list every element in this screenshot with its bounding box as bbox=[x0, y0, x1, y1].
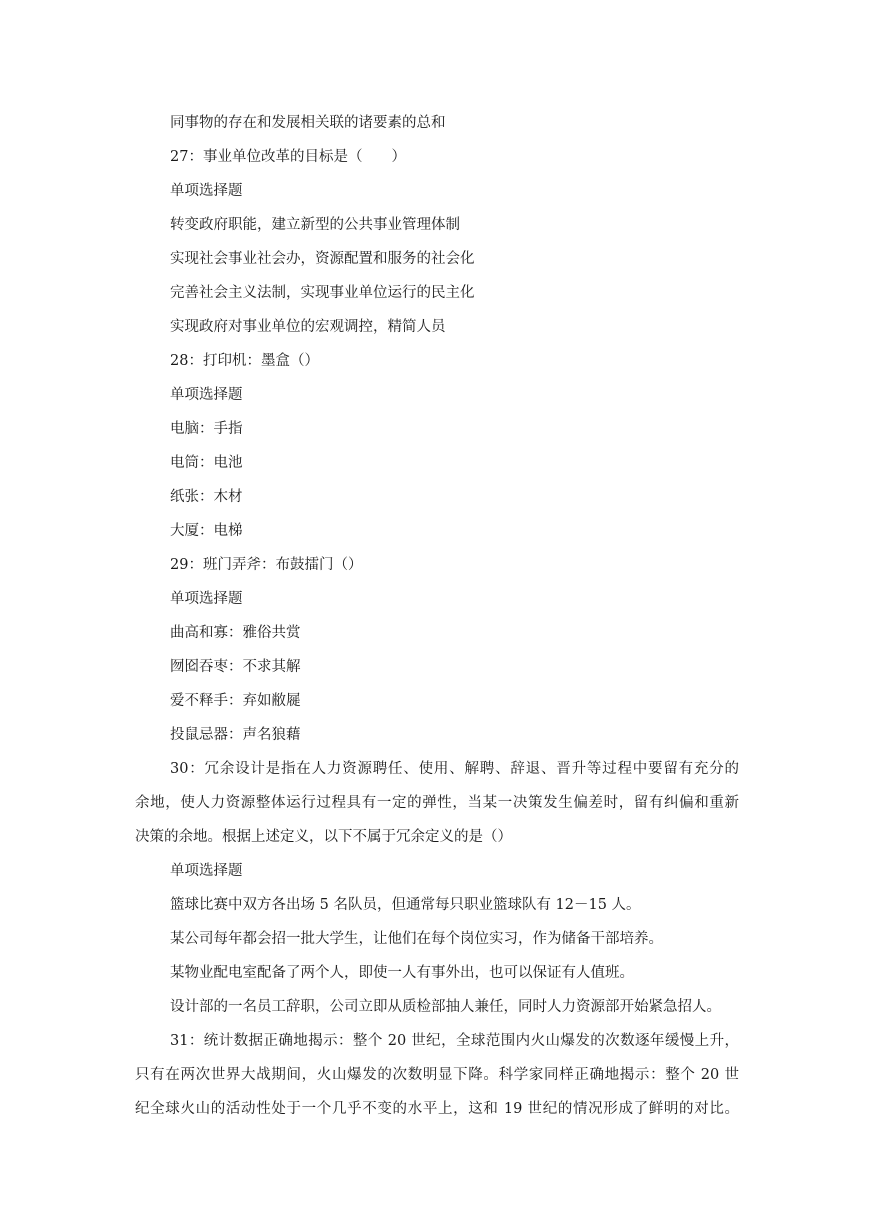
question-31-line-3: 纪全球火山的活动性处于一个几乎不变的水平上，这和 19 世纪的情况形成了鲜明的对比。 bbox=[135, 1101, 739, 1117]
question-28-option-d: 大厦：电梯 bbox=[170, 523, 243, 539]
question-30-option-b: 某公司每年都会招一批大学生，让他们在每个岗位实习，作为储备干部培养。 bbox=[170, 931, 663, 947]
question-27-stem: 27：事业单位改革的目标是（ ） bbox=[170, 149, 406, 165]
question-29-stem: 29：班门弄斧：布鼓擂门（） bbox=[170, 557, 363, 573]
question-31-line-1: 31：统计数据正确地揭示：整个 20 世纪，全球范围内火山爆发的次数逐年缓慢上升， bbox=[170, 1033, 739, 1049]
question-30-line-3: 决策的余地。根据上述定义，以下不属于冗余定义的是（） bbox=[135, 829, 512, 845]
question-30-stem bbox=[135, 752, 739, 854]
question-29-option-b: 囫囵吞枣：不求其解 bbox=[170, 659, 301, 675]
question-27-type: 单项选择题 bbox=[170, 183, 243, 199]
question-27-option-b: 实现社会事业社会办，资源配置和服务的社会化 bbox=[170, 251, 475, 267]
question-30-type: 单项选择题 bbox=[170, 863, 243, 879]
question-28-type: 单项选择题 bbox=[170, 387, 243, 403]
text-line: 同事物的存在和发展相关联的诸要素的总和 bbox=[170, 115, 446, 131]
question-27-option-a: 转变政府职能，建立新型的公共事业管理体制 bbox=[170, 217, 460, 233]
question-29-type: 单项选择题 bbox=[170, 591, 243, 607]
question-27-option-d: 实现政府对事业单位的宏观调控，精简人员 bbox=[170, 319, 446, 335]
question-29-option-d: 投鼠忌器：声名狼藉 bbox=[170, 727, 301, 743]
question-27-option-c: 完善社会主义法制，实现事业单位运行的民主化 bbox=[170, 285, 475, 301]
question-30-line-1: 30：冗余设计是指在人力资源聘任、使用、解聘、辞退、晋升等过程中要留有充分的 bbox=[170, 761, 739, 777]
question-31-stem bbox=[135, 1024, 739, 1126]
question-28-option-c: 纸张：木材 bbox=[170, 489, 243, 505]
question-28-option-a: 电脑：手指 bbox=[170, 421, 243, 437]
question-30-option-a: 篮球比赛中双方各出场 5 名队员，但通常每只职业篮球队有 12－15 人。 bbox=[170, 897, 641, 913]
question-29-option-a: 曲高和寡：雅俗共赏 bbox=[170, 625, 301, 641]
question-30-option-d: 设计部的一名员工辞职，公司立即从质检部抽人兼任，同时人力资源部开始紧急招人。 bbox=[170, 999, 721, 1015]
question-29-option-c: 爱不释手：弃如敝屣 bbox=[170, 693, 301, 709]
question-28-stem: 28：打印机：墨盒（） bbox=[170, 353, 319, 369]
document-body bbox=[135, 106, 739, 1126]
question-28-option-b: 电筒：电池 bbox=[170, 455, 243, 471]
question-30-line-2: 余地，使人力资源整体运行过程具有一定的弹性，当某一决策发生偏差时，留有纠偏和重新 bbox=[135, 795, 739, 811]
question-30-option-c: 某物业配电室配备了两个人，即使一人有事外出，也可以保证有人值班。 bbox=[170, 965, 634, 981]
question-31-line-2: 只有在两次世界大战期间，火山爆发的次数明显下降。科学家同样正确地揭示：整个 20 世 bbox=[135, 1067, 739, 1083]
